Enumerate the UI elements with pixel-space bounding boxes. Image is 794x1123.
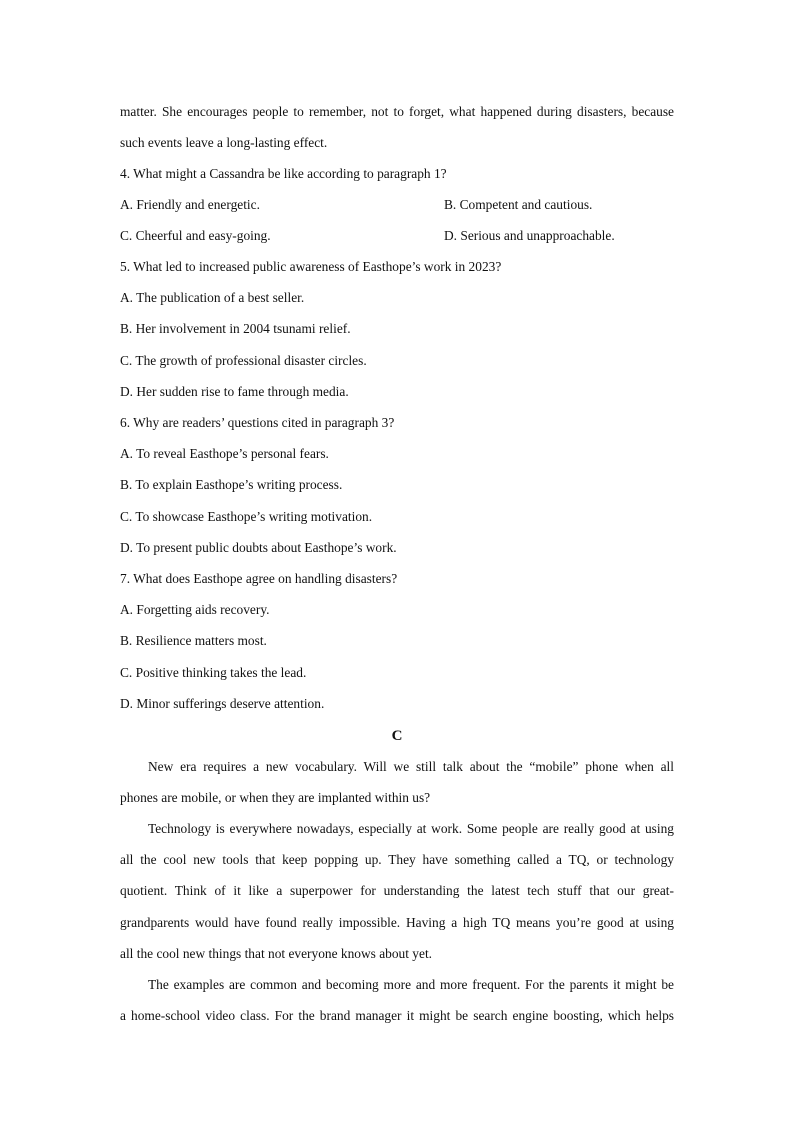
question-5-stem: 5. What led to increased public awareness of Easthope’s work in 2023?	[120, 259, 502, 274]
question-7-option-c: C. Positive thinking takes the lead.	[120, 665, 307, 680]
question-6-option-b: B. To explain Easthope’s writing process.	[120, 477, 343, 492]
question-5-option-d: D. Her sudden rise to fame through media.	[120, 384, 349, 399]
question-5-option-a: A. The publication of a best seller.	[120, 290, 305, 305]
paragraph-2-line-4: grandparents would have found really impossible. Having a high TQ means you’re good at using	[120, 915, 674, 930]
paragraph-1-line-1: New era requires a new vocabulary. Will we still talk about the “mobile” phone when all	[148, 759, 674, 774]
question-4-option-d: D. Serious and unapproachable.	[444, 228, 615, 243]
question-4-stem: 4. What might a Cassandra be like according to paragraph 1?	[120, 166, 447, 181]
question-7-option-a: A. Forgetting aids recovery.	[120, 602, 270, 617]
question-6-stem: 6. Why are readers’ questions cited in paragraph 3?	[120, 415, 395, 430]
question-7-option-b: B. Resilience matters most.	[120, 633, 267, 648]
paragraph-3-line-1: The examples are common and becoming more and more frequent. For the parents it might be	[148, 977, 674, 992]
question-5-option-c: C. The growth of professional disaster circles.	[120, 353, 367, 368]
question-6-option-d: D. To present public doubts about Easthope’s work.	[120, 540, 397, 555]
question-4-option-a: A. Friendly and energetic.	[120, 197, 260, 212]
paragraph-2-line-3: quotient. Think of it like a superpower for understanding the latest tech stuff that our great-	[120, 883, 674, 898]
paragraph-2-line-1: Technology is everywhere nowadays, especially at work. Some people are really good at using	[148, 821, 674, 836]
question-5-option-b: B. Her involvement in 2004 tsunami relief.	[120, 321, 351, 336]
question-7-option-d: D. Minor sufferings deserve attention.	[120, 696, 325, 711]
intro-line-2: such events leave a long-lasting effect.	[120, 135, 328, 150]
question-6-option-a: A. To reveal Easthope’s personal fears.	[120, 446, 329, 461]
paragraph-1-line-2: phones are mobile, or when they are implanted within us?	[120, 790, 431, 805]
question-6-option-c: C. To showcase Easthope’s writing motivation.	[120, 509, 373, 524]
paragraph-2-line-5: all the cool new things that not everyone knows about yet.	[120, 946, 433, 961]
question-4-option-c: C. Cheerful and easy-going.	[120, 228, 271, 243]
question-4-option-b: B. Competent and cautious.	[444, 197, 593, 212]
paragraph-2-line-2: all the cool new tools that keep popping up. They have something called a TQ, or technology	[120, 852, 674, 867]
question-7-stem: 7. What does Easthope agree on handling disasters?	[120, 571, 398, 586]
section-heading: C	[391, 728, 403, 744]
intro-line-1: matter. She encourages people to remember, not to forget, what happened during disasters, because	[120, 104, 674, 119]
paragraph-3-line-2: a home-school video class. For the brand manager it might be search engine boosting, which helps	[120, 1008, 674, 1023]
